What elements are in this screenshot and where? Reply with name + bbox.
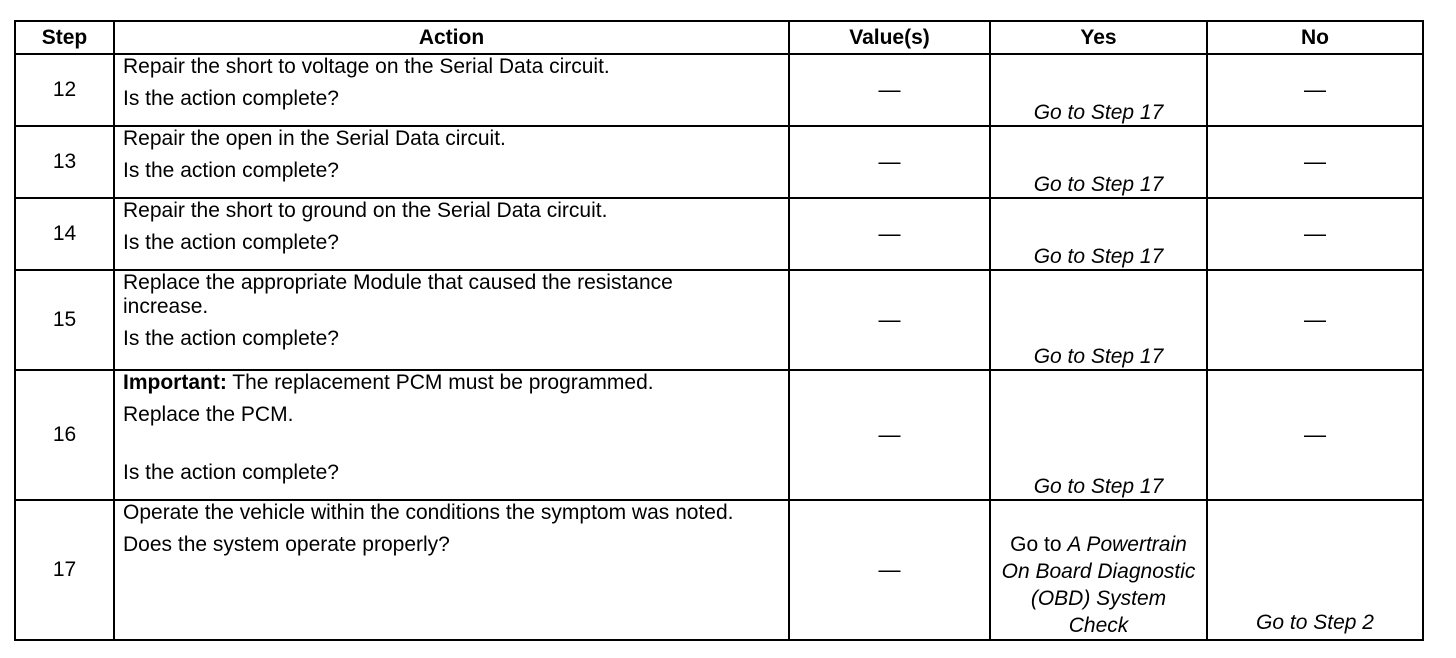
step-number: 14 — [15, 198, 114, 270]
values-cell: — — [789, 54, 990, 126]
no-cell: — — [1207, 126, 1423, 198]
values-cell: — — [789, 500, 990, 640]
action-cell — [114, 54, 789, 126]
header-action: Action — [114, 21, 789, 54]
table-row — [15, 500, 1423, 640]
values-cell: — — [789, 126, 990, 198]
table-row — [15, 370, 1423, 500]
step-number: 15 — [15, 270, 114, 370]
important-label: Important: — [123, 371, 227, 394]
yes-cell: Go to Step 17 — [990, 270, 1207, 370]
action-cell — [114, 270, 789, 370]
table-row — [15, 270, 1423, 370]
action-question: Is the action complete? — [123, 231, 339, 254]
action-question: Does the system operate properly? — [123, 533, 450, 556]
step-number: 13 — [15, 126, 114, 198]
header-values: Value(s) — [789, 21, 990, 54]
obd-system-check-link: A Powertrain On Board Diagnostic (OBD) System Check — [1001, 533, 1196, 637]
action-text: Replace the appropriate Module that caused the resistance increase. — [123, 271, 673, 318]
table-row — [15, 54, 1423, 126]
yes-cell: Go to Step 17 — [990, 198, 1207, 270]
header-row — [15, 21, 1423, 54]
yes-prefix: Go to — [1010, 533, 1068, 556]
action-text: Replace the PCM. — [123, 403, 294, 426]
action-text: Repair the short to ground on the Serial Data circuit. — [123, 199, 608, 222]
action-question: Is the action complete? — [123, 327, 339, 350]
no-cell: — — [1207, 54, 1423, 126]
values-cell: — — [789, 198, 990, 270]
action-text: Operate the vehicle within the conditions the symptom was noted. — [123, 501, 734, 524]
no-cell: Go to Step 2 — [1207, 500, 1423, 640]
action-text: Repair the open in the Serial Data circuit. — [123, 127, 506, 150]
yes-cell — [990, 500, 1207, 640]
yes-cell: Go to Step 17 — [990, 370, 1207, 500]
no-cell: — — [1207, 370, 1423, 500]
yes-cell: Go to Step 17 — [990, 126, 1207, 198]
action-text: Repair the short to voltage on the Serial Data circuit. — [123, 55, 610, 78]
values-cell: — — [789, 370, 990, 500]
table-row — [15, 198, 1423, 270]
values-cell: — — [789, 270, 990, 370]
no-cell: — — [1207, 270, 1423, 370]
no-cell: — — [1207, 198, 1423, 270]
action-question: Is the action complete? — [123, 159, 339, 182]
header-step: Step — [15, 21, 114, 54]
action-cell — [114, 500, 789, 640]
yes-cell: Go to Step 17 — [990, 54, 1207, 126]
table-row — [15, 126, 1423, 198]
action-cell — [114, 370, 789, 500]
important-note — [123, 371, 780, 395]
header-yes: Yes — [990, 21, 1207, 54]
action-cell — [114, 126, 789, 198]
action-cell — [114, 198, 789, 270]
important-text: The replacement PCM must be programmed. — [226, 371, 654, 394]
step-number: 12 — [15, 54, 114, 126]
step-number: 16 — [15, 370, 114, 500]
diagnostic-table — [14, 20, 1424, 641]
action-question: Is the action complete? — [123, 461, 339, 484]
header-no: No — [1207, 21, 1423, 54]
action-question: Is the action complete? — [123, 87, 339, 110]
step-number: 17 — [15, 500, 114, 640]
